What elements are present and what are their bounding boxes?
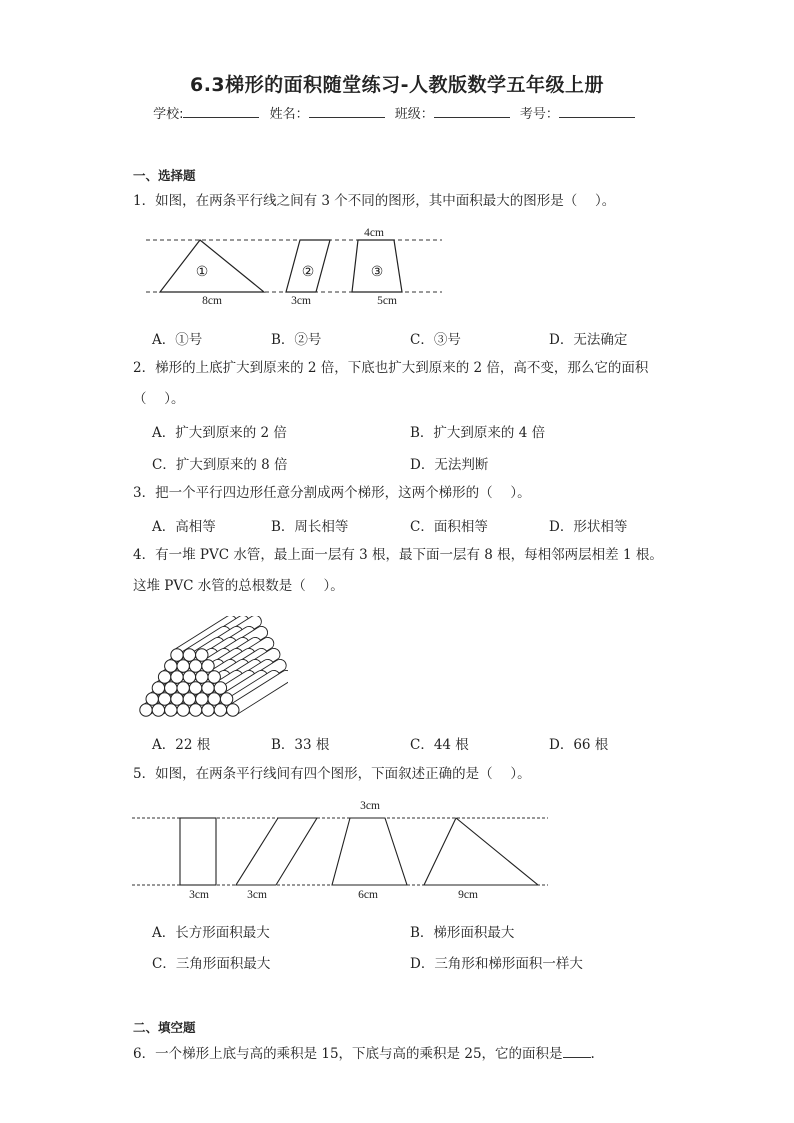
school-label: 学校: <box>153 107 184 122</box>
shape-number-1: ① <box>195 265 209 280</box>
question-6-line <box>133 1045 595 1063</box>
pipe-end <box>220 693 232 705</box>
rectangle-shape <box>180 818 216 885</box>
pipe-end <box>208 671 220 683</box>
page-title: 6.3梯形的面积随堂练习-人教版数学五年级上册 <box>189 74 605 96</box>
q3-option-b[interactable]: B．周长相等 <box>271 519 349 535</box>
pipe-end <box>202 704 214 716</box>
class-label: 班级： <box>394 107 434 122</box>
pipe-end <box>152 704 164 716</box>
pipe-end <box>171 649 183 661</box>
pipe-end <box>196 671 208 683</box>
class-blank <box>434 105 510 118</box>
pipe-end <box>146 693 158 705</box>
answer-blank[interactable] <box>563 1045 591 1058</box>
section-heading-fill: 二、填空题 <box>133 1020 196 1035</box>
pipe-end <box>183 671 195 683</box>
pipe-end <box>177 704 189 716</box>
question-2-text-line1: 2．梯形的上底扩大到原来的 2 倍，下底也扩大到原来的 2 倍，高不变，那么它的面积 <box>133 360 649 376</box>
q3-option-c[interactable]: C．面积相等 <box>410 519 488 535</box>
q5-option-d[interactable]: D．三角形和梯形面积一样大 <box>410 956 583 972</box>
pipe-end <box>165 660 177 672</box>
q1-option-d[interactable]: D．无法确定 <box>549 332 628 348</box>
question-2-text-line2: （ ）。 <box>133 391 185 407</box>
school-blank <box>183 105 259 118</box>
label-top: 3cm <box>360 800 380 812</box>
q3-option-a[interactable]: A．高相等 <box>152 519 216 535</box>
number-label: 考号： <box>519 107 559 122</box>
q1-option-a[interactable]: A．①号 <box>152 332 203 348</box>
pipe-end <box>196 693 208 705</box>
name-blank <box>309 105 385 118</box>
pipe-end <box>165 704 177 716</box>
question-6-end: . <box>590 1046 595 1062</box>
label-b3: 5cm <box>377 295 397 307</box>
pipe-end <box>158 671 170 683</box>
question-5-text: 5．如图，在两条平行线间有四个图形，下面叙述正确的是（ ）。 <box>133 766 531 782</box>
question-6-text: 6．一个梯形上底与高的乘积是 15，下底与高的乘积是 25，它的面积是 <box>133 1046 563 1062</box>
label-b2: 3cm <box>247 889 267 901</box>
label-b4: 9cm <box>458 889 478 901</box>
q2-option-d[interactable]: D．无法判断 <box>410 457 489 473</box>
question-3-text: 3．把一个平行四边形任意分割成两个梯形，这两个梯形的（ ）。 <box>133 485 531 501</box>
q5-option-b[interactable]: B．梯形面积最大 <box>410 925 515 941</box>
pipe-end <box>158 693 170 705</box>
q2-option-c[interactable]: C．扩大到原来的 8 倍 <box>152 457 288 473</box>
pipe-end <box>189 660 201 672</box>
label-b1: 8cm <box>202 295 222 307</box>
q5-option-a[interactable]: A．长方形面积最大 <box>152 925 270 941</box>
shape-number-2: ② <box>301 265 315 280</box>
q4-option-d[interactable]: D．66 根 <box>549 737 609 753</box>
name-label: 姓名： <box>269 107 309 122</box>
q4-option-b[interactable]: B．33 根 <box>271 737 330 753</box>
question-5-figure <box>128 794 553 904</box>
pipe-end <box>196 649 208 661</box>
pipe-end <box>152 682 164 694</box>
q2-option-a[interactable]: A．扩大到原来的 2 倍 <box>152 425 287 441</box>
pipe-end <box>183 649 195 661</box>
question-1-figure <box>140 222 450 310</box>
label-b2: 3cm <box>291 295 311 307</box>
q3-option-d[interactable]: D．形状相等 <box>549 519 628 535</box>
pipe-end <box>171 671 183 683</box>
pipe-end <box>202 682 214 694</box>
pipe-end <box>177 682 189 694</box>
pipe-end <box>214 682 226 694</box>
label-top: 4cm <box>364 227 384 239</box>
pipe-end <box>227 704 239 716</box>
pipe-end <box>189 704 201 716</box>
triangle-shape <box>160 240 264 292</box>
number-blank <box>559 105 635 118</box>
q1-option-b[interactable]: B．②号 <box>271 332 322 348</box>
pipe-end <box>189 682 201 694</box>
question-4-text-line2: 这堆 PVC 水管的总根数是（ ）。 <box>133 578 344 594</box>
q1-option-c[interactable]: C．③号 <box>410 332 461 348</box>
pipe-stack-figure <box>136 616 288 722</box>
pipe-end <box>140 704 152 716</box>
pipe-end <box>177 660 189 672</box>
q2-option-b[interactable]: B．扩大到原来的 4 倍 <box>410 425 546 441</box>
q5-option-c[interactable]: C．三角形面积最大 <box>152 956 271 972</box>
shape-number-3: ③ <box>370 265 384 280</box>
trapezoid-shape <box>332 818 407 885</box>
pipe-end <box>208 693 220 705</box>
student-info-line <box>0 103 794 122</box>
pipe-end <box>171 693 183 705</box>
pipe-end <box>202 660 214 672</box>
pipe-end <box>183 693 195 705</box>
question-4-text-line1: 4．有一堆 PVC 水管，最上面一层有 3 根，最下面一层有 8 根，每相邻两层相差 1 根。 <box>133 547 663 563</box>
label-b3: 6cm <box>358 889 378 901</box>
label-b1: 3cm <box>189 889 209 901</box>
parallelogram-shape <box>236 818 317 885</box>
question-1-text: 1．如图，在两条平行线之间有 3 个不同的图形，其中面积最大的图形是（ ）。 <box>133 193 616 209</box>
q4-option-a[interactable]: A．22 根 <box>152 737 211 753</box>
pipe-end <box>214 704 226 716</box>
pipe-end <box>165 682 177 694</box>
section-heading-choice: 一、选择题 <box>133 168 196 183</box>
q4-option-c[interactable]: C．44 根 <box>410 737 469 753</box>
triangle-shape <box>424 818 538 885</box>
